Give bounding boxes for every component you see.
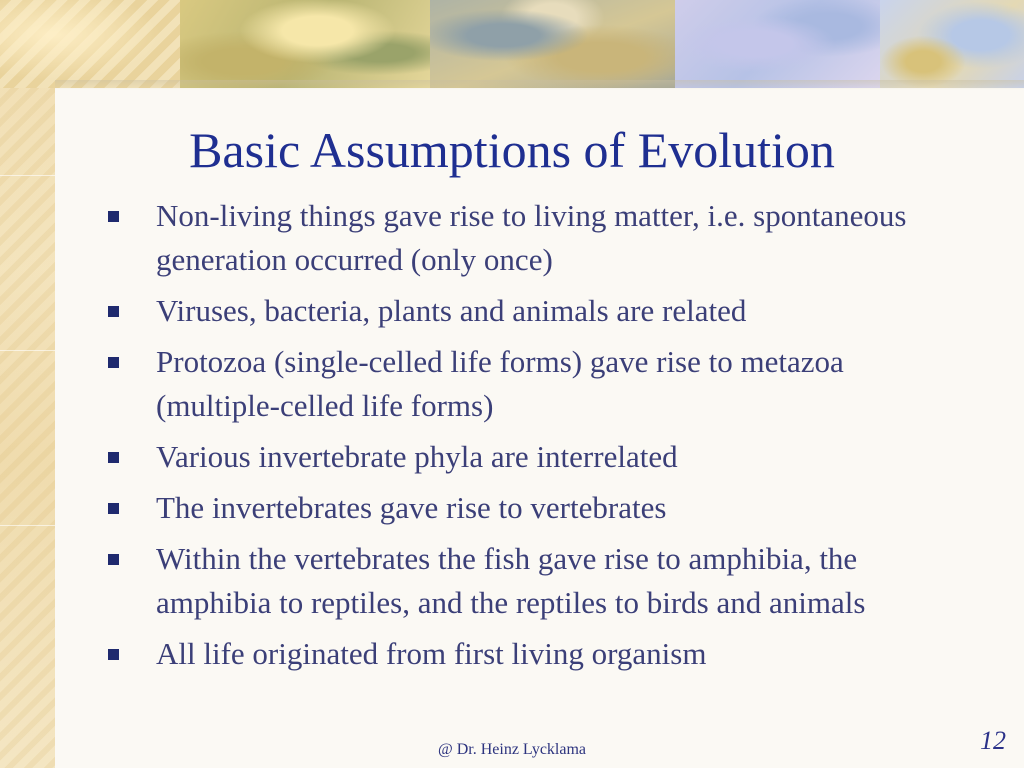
slide-footer: @ Dr. Heinz Lycklama [437, 741, 587, 758]
bullet-text: Within the vertebrates the fish gave rise to amphibia, the amphibia to reptiles, and the reptiles to birds and animals [156, 541, 866, 620]
bullet-item [104, 537, 964, 625]
bullet-item [104, 289, 964, 333]
bullet-text: Non-living things gave rise to living matter, i.e. spontaneous generation occurred (only once) [156, 198, 907, 277]
banner-image-tile [880, 0, 1024, 88]
top-decorative-banner [0, 0, 1024, 88]
banner-image-tile [430, 0, 675, 88]
banner-image-tile [675, 0, 880, 88]
bullet-item [104, 340, 964, 428]
bullet-text: Various invertebrate phyla are interrelated [156, 439, 678, 474]
bullet-item [104, 486, 964, 530]
square-bullet-icon [108, 554, 119, 565]
slide-title: Basic Assumptions of Evolution [189, 122, 835, 178]
banner-image-tile [0, 0, 180, 88]
bullet-item [104, 435, 964, 479]
banner-shadow [55, 80, 1024, 90]
strip-tile [0, 350, 55, 526]
bullet-list [104, 194, 964, 683]
square-bullet-icon [108, 503, 119, 514]
bullet-text: The invertebrates gave rise to vertebrates [156, 490, 667, 525]
bullet-item [104, 632, 964, 676]
strip-tile [0, 525, 55, 768]
page-number: 12 [980, 726, 1006, 755]
bullet-text: All life originated from first living organism [156, 636, 707, 671]
strip-tile [0, 175, 55, 351]
square-bullet-icon [108, 211, 119, 222]
square-bullet-icon [108, 649, 119, 660]
square-bullet-icon [108, 306, 119, 317]
bullet-text: Protozoa (single-celled life forms) gave rise to metazoa (multiple-celled life forms) [156, 344, 844, 423]
square-bullet-icon [108, 357, 119, 368]
square-bullet-icon [108, 452, 119, 463]
bullet-item [104, 194, 964, 282]
bullet-text: Viruses, bacteria, plants and animals are related [156, 293, 747, 328]
banner-image-tile [180, 0, 430, 88]
